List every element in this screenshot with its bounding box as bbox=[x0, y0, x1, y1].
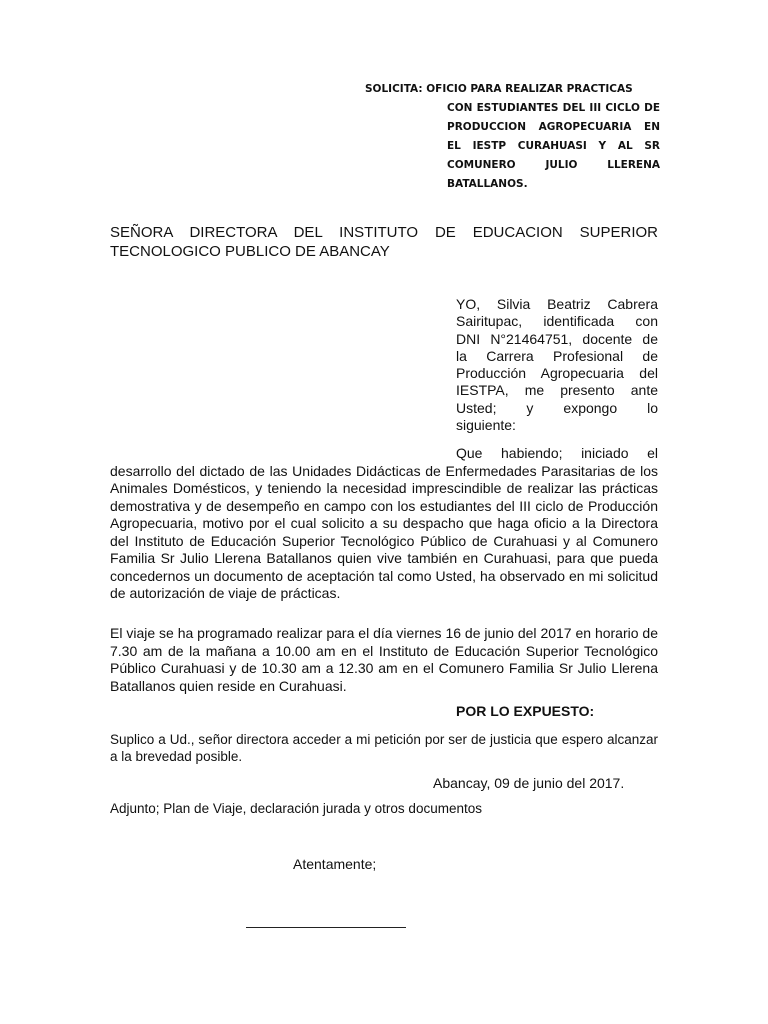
addressee bbox=[110, 223, 658, 261]
date-line: Abancay, 09 de junio del 2017. bbox=[433, 775, 625, 791]
paragraph-opening: Que habiendo; iniciado el bbox=[456, 445, 658, 461]
solicita-line: PRODUCCION AGROPECUARIA EN bbox=[447, 121, 660, 133]
closing-salutation: Atentamente; bbox=[293, 856, 377, 872]
presentation-line: Producción Agropecuaria del bbox=[456, 365, 658, 382]
signature-line bbox=[246, 927, 406, 928]
petition-text: Suplico a Ud., señor directora acceder a mi petición por ser de justicia que espero alcanzar a la brevedad posible. bbox=[110, 732, 658, 764]
solicita-line: COMUNERO JULIO LLERENA bbox=[447, 159, 660, 171]
presentation-line: la Carrera Profesional de bbox=[456, 347, 658, 364]
solicita-header bbox=[365, 80, 660, 194]
solicita-line: CON ESTUDIANTES DEL III CICLO DE bbox=[447, 102, 660, 114]
presentation-line: IESTPA, me presento ante bbox=[456, 382, 658, 399]
presentation-line: DNI N°21464751, docente de bbox=[456, 330, 658, 347]
addressee-line-1: SEÑORA DIRECTORA DEL INSTITUTO DE EDUCACION SUPERIOR bbox=[110, 224, 658, 241]
attachments-line: Adjunto; Plan de Viaje, declaración jurada y otros documentos bbox=[110, 801, 482, 816]
presentation-line: siguiente: bbox=[456, 417, 516, 434]
solicita-line: SOLICITA: OFICIO PARA REALIZAR PRACTICAS bbox=[365, 83, 633, 95]
por-lo-expuesto-heading: POR LO EXPUESTO: bbox=[456, 703, 595, 719]
addressee-line-2: TECNOLOGICO PUBLICO DE ABANCAY bbox=[110, 243, 390, 260]
solicita-line: EL IESTP CURAHUASI Y AL SR bbox=[447, 140, 660, 152]
paragraph-text: desarrollo del dictado de las Unidades Didácticas de Enfermedades Parasitarias de los Animales Domésticos, y teniendo la necesidad imprescindible de realizar las prácticas demostrativa y de desempeño en campo con los estudiantes del III ciclo de Producción Agropecuaria, motivo por el cual solicito a su despacho que haga oficio a la Directora del Instituto de Educación Superior Tecnológico Público de Curahuasi y al Comunero Familia Sr Julio Llerena Batallanos quien vive también en Curahuasi, para que pueda concedernos un documento de aceptación tal como Usted, ha observado en mi solicitud de autorización de viaje de prácticas. bbox=[110, 462, 658, 601]
solicita-line: BATALLANOS. bbox=[447, 178, 528, 190]
presentation-line: YO, Silvia Beatriz Cabrera bbox=[456, 296, 658, 312]
presentation-line: Sairitupac, identificada con bbox=[456, 313, 658, 330]
body-paragraph-2: El viaje se ha programado realizar para el día viernes 16 de junio del 2017 en horario de 7.30 am de la mañana a 10.00 am en el Instituto de Educación Superior Tecnológico Público Curahuasi y de 10.30 am a 12.30 am en el Comunero Familia Sr Julio Llerena Batallanos quien reside en Curahuasi. bbox=[110, 625, 658, 694]
presentation-line: Usted; y expongo lo bbox=[456, 399, 658, 416]
presentation-block bbox=[456, 296, 658, 434]
body-paragraph-1 bbox=[110, 445, 658, 603]
